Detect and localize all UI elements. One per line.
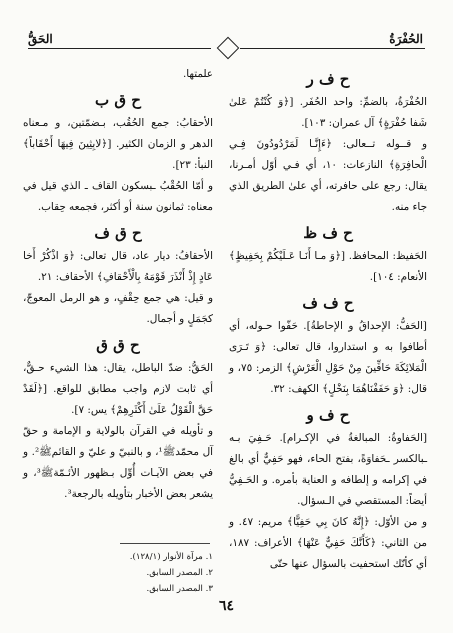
root-heading: ح ف ظ <box>303 224 353 242</box>
entry-paragraph: علمتها. <box>182 68 213 80</box>
entry-paragraph: [الحَفاوةُ: المبالغةُ في الإكـرام]. حَـفِيَ بـه ـبالكسر ـحَفاوَةً، بفتح الحاء، فهو حَفِيٌّ أي بالغ في إكرامه و إلطافه و العناية بأمره. و الحَـفِيُّ أيضاً: المستقصي في الـسؤال. <box>229 432 427 507</box>
entry-paragraph: الحَفيظ: المحافظ. [﴿وَ مـا أَنَـا عَـلَيْكُمْ بِحَفِيظٍ﴾ الأنعام: ١٠٤]. <box>229 250 427 283</box>
root-heading: ح ف ر <box>306 70 350 88</box>
footnote: ٢. المصدر السابق. <box>146 568 213 578</box>
entry-paragraph: الأحقابُ: جمع الحُقُب، بـضمّتين، و مـعناه الدهر و الزمان الكثير. [﴿لابِثِينَ فِيهَا أَحْقَاباً﴾ النبأ: ٢٣]. <box>23 117 213 171</box>
header-diamond-ornament <box>217 37 240 60</box>
running-header-left: الحَقُّ <box>28 32 53 46</box>
running-header-right: الحُفْرَةُ <box>389 32 423 46</box>
root-heading: ح ف و <box>306 406 350 424</box>
entry-paragraph: و من الأوّل: ﴿إِنَّهُ كانَ بِي حَفِيًّا﴾ مريم: ٤٧. و من الثاني: ﴿كَأَنَّكَ حَفِيٌّ عَنْهَا﴾ الأعراف: ١٨٧، أي كأنّك استحفيت بالسؤال عنها حتّى <box>229 516 427 570</box>
root-heading: ح ق ف <box>94 224 142 242</box>
footnote-rule <box>120 543 210 544</box>
page-number: ٦٤ <box>218 598 235 614</box>
header-rule-right <box>240 48 425 49</box>
footnote: ٣. المصدر السابق. <box>146 584 213 594</box>
left-column <box>23 64 213 505</box>
entry-paragraph: الحُفْرَةُ، بالضمِّ: واحد الحُفَر. [﴿وَ كُنْتُمْ عَلىٰ شَفا حُفْرَةٍ﴾ آل عمران: ١٠٣]. <box>229 96 427 129</box>
entry-paragraph: [الحَفُّ: الإحداقُ و الإحاطةُ]. حَفّوا حـوله، أي أطافوا به و استداروا، قال تعالى: ﴿وَ تَـرَى الْمَلائِكَةَ حَافِّينَ مِنْ حَوْلِ الْعَرْشِ﴾ الزمر: ٧٥، و قال: ﴿وَ حَفَفْنَاهُمَا بِنَخْلٍ﴾ الكهف: ٣٢. <box>229 320 427 395</box>
entry-paragraph: و قــوله تــعالى: ﴿ءَإِنَّـا لَمَرْدُودُونَ فِـي الْحافِرَةِ﴾ النازعات: ١٠، أي فـي أوّل أمـرنا، يقال: رجع على حافرته، أي علىٰ الطريق الذي جاء منه. <box>229 138 427 213</box>
entry-paragraph: الحَقُّ: ضدّ الباطل، يقال: هذا الشيء حـقٌّ، أي ثابت لازم واجب مطابق للواقع. [﴿لَقَدْ حَقَّ الْقَوْلُ عَلَىٰ أَكْثَرِهِمْ﴾ يس: ٧]. <box>23 362 213 416</box>
root-heading: ح ق ق <box>96 336 140 354</box>
entry-paragraph: و أمّا الحُقْبُ ـبسكون القاف ـ الذي قيل في معناه: ثمانون سنة أو أكثر، فجمعه حِقاب. <box>23 180 213 213</box>
entry-paragraph: و قيل: هي جمع حِقْفٍ، و هو الرمل المعوجّ، كجَمَلٍ و أجمال. <box>23 292 213 325</box>
root-heading: ح ق ب <box>95 91 141 109</box>
root-heading: ح ف ف <box>302 294 354 312</box>
entry-paragraph: و تأويله في القرآن بالولاية و الإمامة و حقّ آل محمّدﷺ¹، و بالنبيّ و عليّ و القائمﷺ². و في بعض الآيـات أُوِّل بـظهور الأئـمّةﷺ³، و يشعر بعض الأخبار بتأويله بالرجعة³. <box>23 425 214 500</box>
header-rule-left <box>28 48 211 49</box>
footnote: ١. مرآة الأنوار (١٢٨/١). <box>129 552 213 562</box>
footnotes <box>23 549 213 597</box>
entry-paragraph: الأحقافُ: ديار عاد، قال تعالى: ﴿وَ اذْكُرْ أَخا عَادٍ إِذْ أَنْذَرَ قَوْمَهُ بِالْأَحْقافِ﴾ الأحقاف: ٢١. <box>23 250 213 283</box>
right-column <box>229 64 427 575</box>
